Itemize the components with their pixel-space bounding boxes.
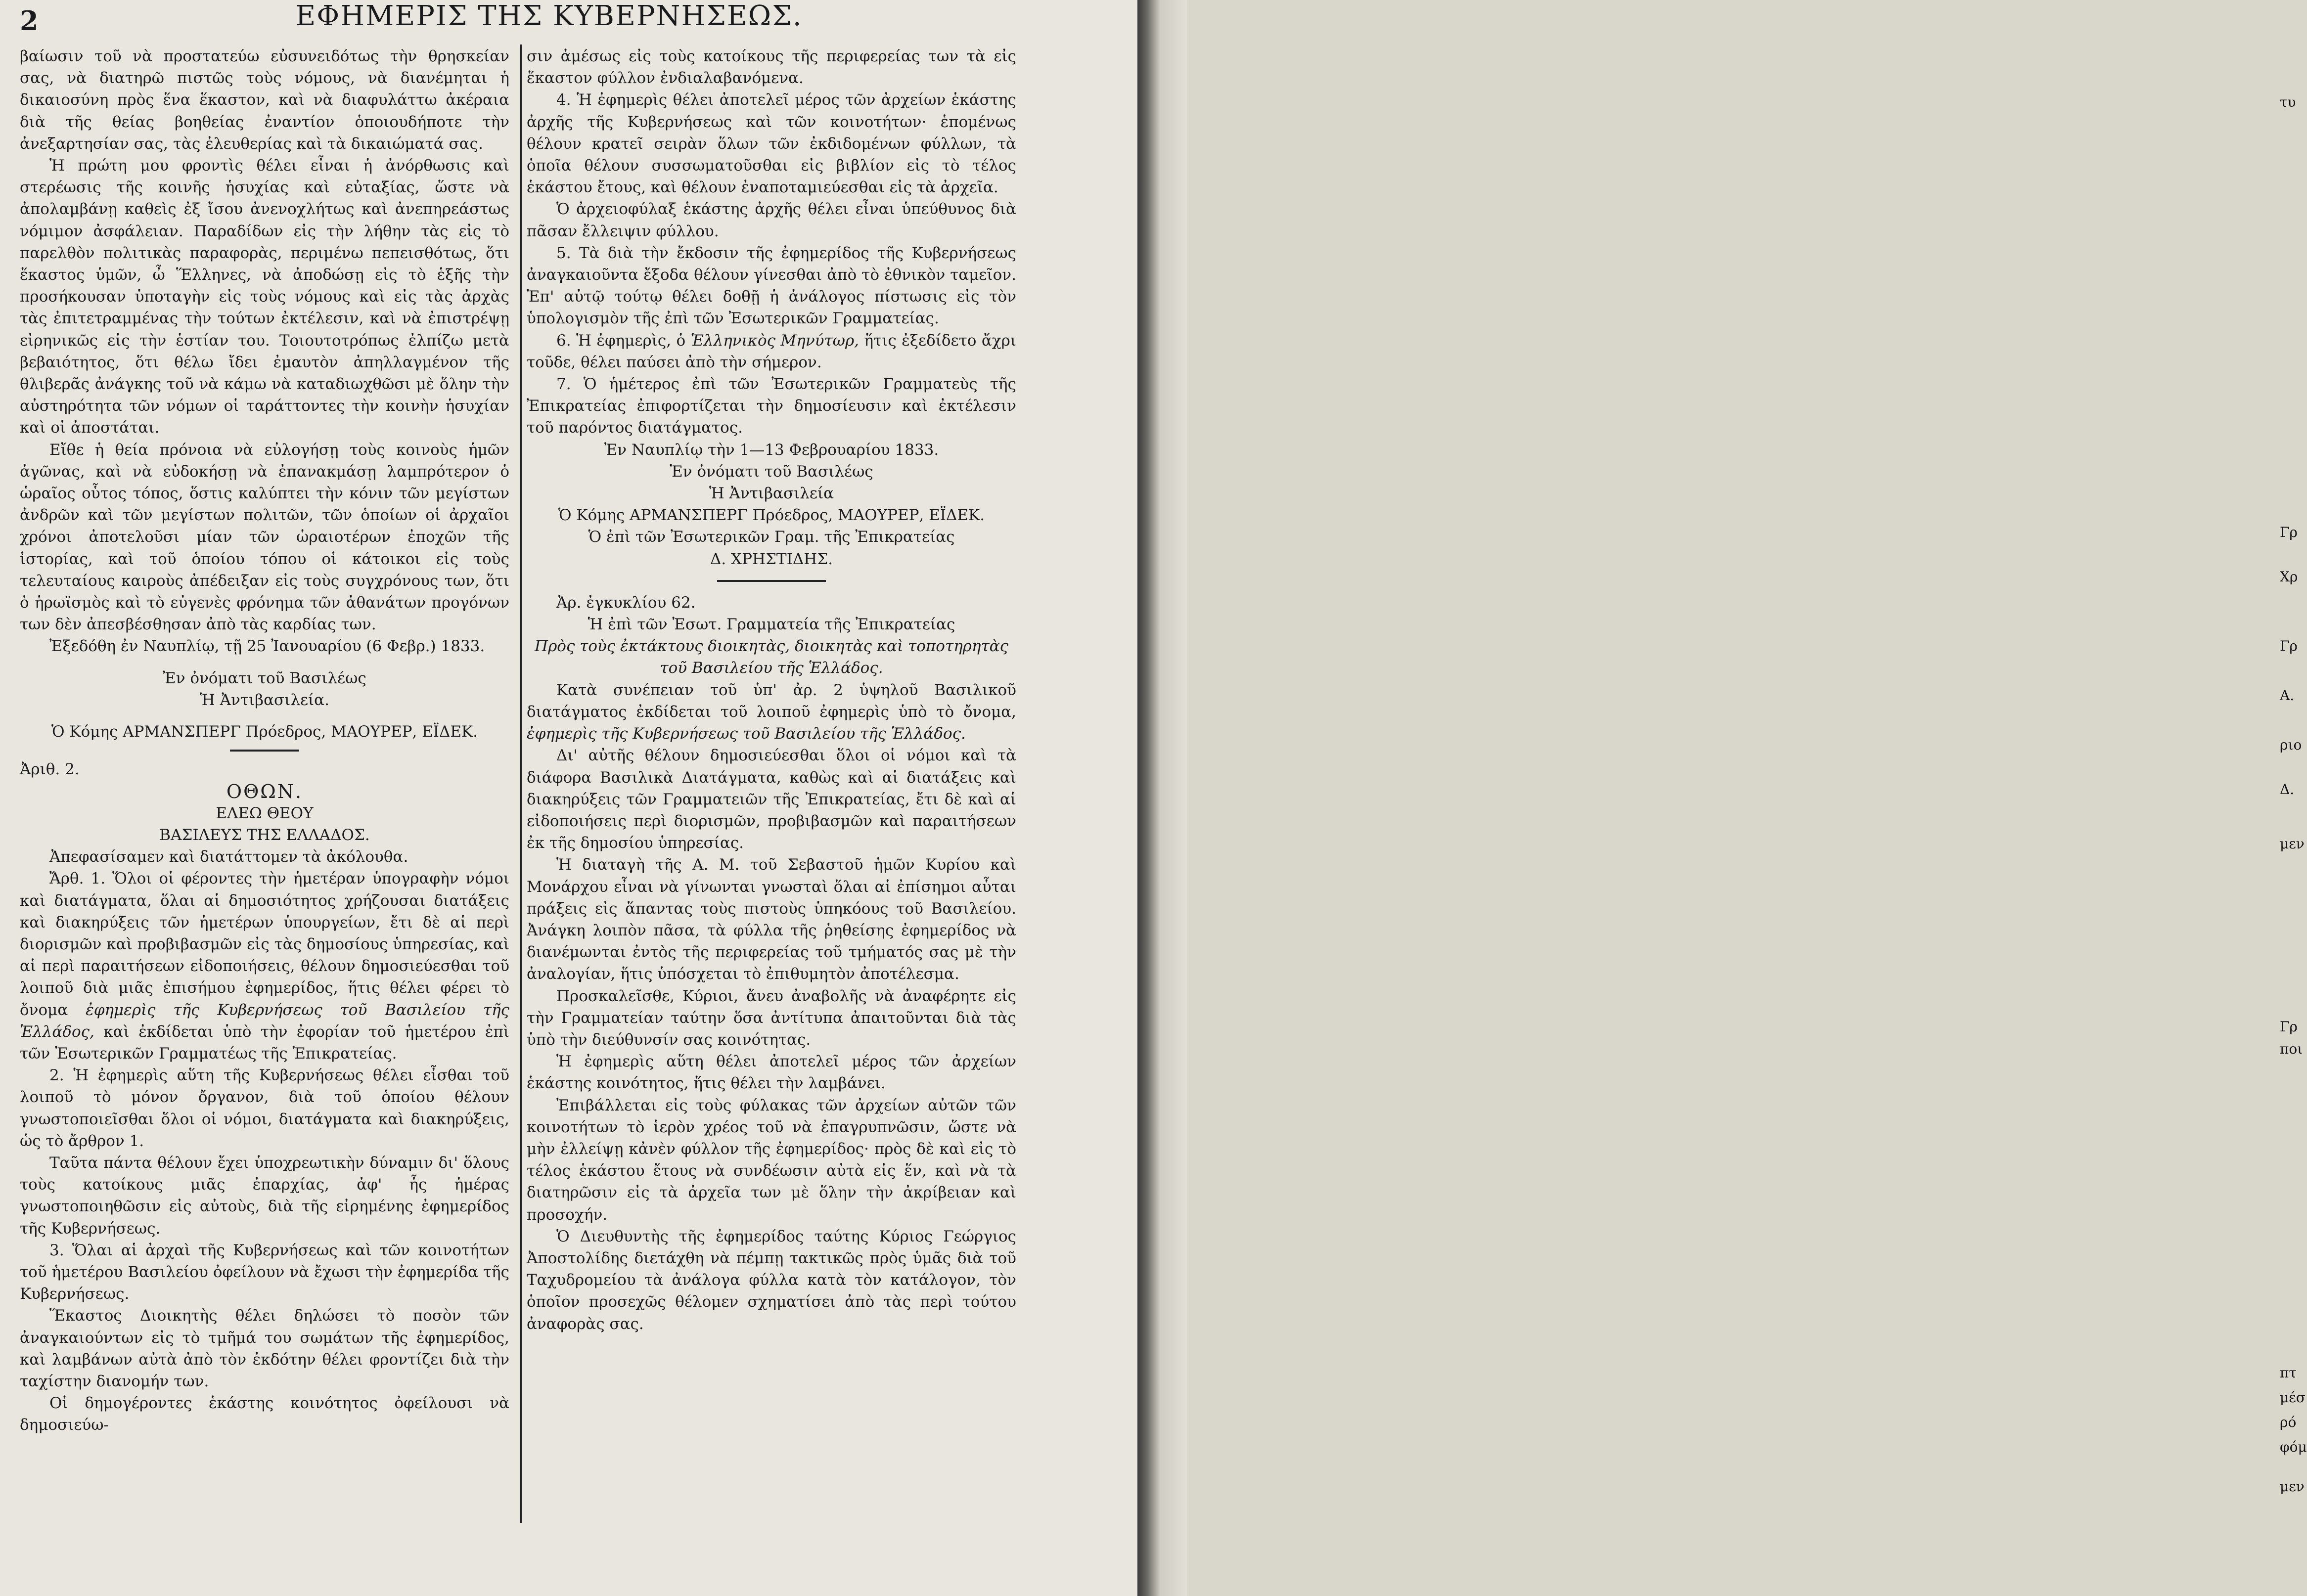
- edge-fragment: ριο: [2280, 737, 2302, 753]
- paragraph: Ἡ πρώτη μου φροντὶς θέλει εἶναι ἡ ἀνόρθωσις καὶ στερέωσις τῆς κοινῆς ἡσυχίας καὶ εὐταξίας, ὥστε νὰ ἀπολαμβάνῃ καθεὶς ἐξ ἴσου ἀνενοχλήτως καὶ ἀνεπηρεάστως νόμιμον ἀσφάλειαν. Παραδίδων εἰς τὴν λήθην τὰς εἰς τὸ παρελθὸν πολιτικὰς παραφορὰς, περιμένω πεπεισθότως, ὅτι ἕκαστος ὑμῶν, ὦ Ἕλληνες, νὰ ἀποδώσῃ εἰς τὸ ἑξῆς τὴν προσήκουσαν ὑποταγὴν εἰς τοὺς νόμους καὶ εἰς τὰς ἀρχὰς τὰς ἐπιτετραμμένας τὴν τούτων ἐκτέλεσιν, καὶ νὰ ἐπιστρέψῃ εἰρηνικῶς εἰς τὴν ἑστίαν του. Τοιουτοτρόπως ἐλπίζω μετὰ βεβαιότητος, ὅτι θέλω ἴδει ἐμαυτὸν ἀπηλλαγμένον τῆς θλιβερᾶς ἀνάγκης τοῦ νὰ κάμω νὰ καταδιωχθῶσι μὲ ὅλην τὴν αὐστηρότητα τῶν νόμων οἱ ταράττοντες τὴν κοινὴν ἡσυχίαν καὶ οἱ ἀποστάται.: [20, 157, 509, 437]
- article-6: 6. Ἡ ἐφημερὶς, ὁ Ἑλληνικὸς Μηνύτωρ, ἥτις ἐξεδίδετο ἄχρι τοῦδε, θέλει παύσει ἀπὸ τὴν σήμερον.: [527, 331, 1016, 371]
- paragraph: Προσκαλεῖσθε, Κύριοι, ἄνευ ἀναβολῆς νὰ ἀναφέρητε εἰς τὴν Γραμματείαν ταύτην ὅσα ἀντίτυπα ἀπαιτοῦνται διὰ τὰς ὑπὸ τὴν διεύθυνσίν σας κοινότητας.: [527, 987, 1016, 1049]
- page-number: 2: [20, 5, 39, 37]
- left-column: [20, 45, 509, 1436]
- article-7: 7. Ὁ ἡμέτερος ἐπὶ τῶν Ἐσωτερικῶν Γραμματεὺς τῆς Ἐπικρατείας ἐπιφορτίζεται τὴν δημοσίευσιν καὶ ἐκτέλεσιν τοῦ παρόντος διατάγματος.: [527, 375, 1016, 437]
- edge-fragment: Χρ: [2280, 569, 2298, 585]
- separator-rule: [717, 580, 826, 582]
- decree-number: Ἀριθ. 2.: [20, 760, 80, 779]
- edge-fragment: Γρ: [2280, 1019, 2298, 1035]
- separator-rule: [230, 750, 299, 752]
- edge-fragment: πτ: [2280, 1365, 2297, 1381]
- signers: Ὁ Κόμης ΑΡΜΑΝΣΠΕΡΓ Πρόεδρος, ΜΑΟΥΡΕΡ, ΕΪΔΕΚ.: [51, 723, 478, 741]
- edge-fragment: Α.: [2280, 687, 2295, 704]
- decree-title: ΟΘΩΝ.: [226, 780, 303, 802]
- signers: Ὁ Κόμης ΑΡΜΑΝΣΠΕΡΓ Πρόεδρος, ΜΑΟΥΡΕΡ, ΕΪΔΕΚ.: [558, 506, 985, 525]
- paragraph: βαίωσιν τοῦ νὰ προστατεύω εὐσυνειδότως τὴν θρησκείαν σας, νὰ διατηρῶ πιστῶς τοὺς νόμους, νὰ διανέμηται ἡ δικαιοσύνη πρὸς ἕνα ἕκαστον, καὶ νὰ διαφυλάττω ἀκέραια διὰ τῆς θείας βοηθείας ἐναντίον ὁποιουδήποτε τὴν ἀνεξαρτησίαν σας, τὰς ἐλευθερίας καὶ τὰ δικαιώματά σας.: [20, 47, 509, 153]
- secretary-name: Δ. ΧΡΗΣΤΙΔΗΣ.: [710, 550, 833, 568]
- edge-fragment: μέσ: [2280, 1389, 2306, 1406]
- paragraph: Δι' αὐτῆς θέλουν δημοσιεύεσθαι ὅλοι οἱ νόμοι καὶ τὰ διάφορα Βασιλικὰ Διατάγματα, καθὼς καὶ αἱ διατάξεις καὶ διακηρύξεις τῶν Γραμματειῶν τῆς Ἐπικρατείας, ἔτι δὲ καὶ αἱ εἰδοποιήσεις περὶ διορισμῶν, προβιβασμῶν καὶ παραιτήσεων ἐκ τῆς δημοσίου ὑπηρεσίας.: [527, 747, 1016, 852]
- next-page-edge: [1137, 0, 2307, 1596]
- edge-fragment: μεν: [2280, 1478, 2305, 1495]
- edge-fragment: ρό: [2280, 1414, 2297, 1430]
- newspaper-page: [0, 0, 1137, 1596]
- edge-fragment: Γρ: [2280, 638, 2298, 654]
- paragraph: Εἴθε ἡ θεία πρόνοια νὰ εὐλογήσῃ τοὺς κοινοὺς ἡμῶν ἀγῶνας, καὶ νὰ εὐδοκήσῃ νὰ ἐπανακμάσῃ λαμπρότερον ὁ ὡραῖος οὗτος τόπος, ὅστις καλύπτει τὴν κόνιν τῶν μεγίστων ἀνδρῶν καὶ τῶν μεγίστων πολιτῶν, τῶν ὁποίων οἱ ἀρχαῖοι χρόνοι ἀποτελοῦσι μίαν τῶν ὡραιοτέρων ἐποχῶν τῆς ἱστορίας, καὶ τοῦ ὁποίου τόπου οἱ κάτοικοι εἰς τοὺς τελευταίους καιροὺς ἀπέδειξαν εἰς τοὺς συγχρόνους των, ὅτι ὁ ἡρωϊσμὸς καὶ τὸ εὐγενὲς φρόνημα τῶν ἀθανάτων προγόνων των δὲν ἀπεσβέσθησαν ἀπὸ τὰς καρδίας των.: [20, 441, 509, 634]
- right-column: [527, 45, 1016, 1335]
- paragraph: Ἡ διαταγὴ τῆς Α. Μ. τοῦ Σεβαστοῦ ἡμῶν Κυρίου καὶ Μονάρχου εἶναι νὰ γίνωνται γνωσταὶ ὅλαι αἱ ἐπίσημοι αὗται πράξεις εἰς ἅπαντας τοὺς πιστοὺς ὑπηκόους τοῦ Βασιλείου. Ἀνάγκη λοιπὸν πᾶσα, τὰ φύλλα τῆς ῥηθείσης ἐφημερίδος νὰ διανέμωνται ἐντὸς τῆς περιφερείας τοῦ τμήματός σας μὲ τὴν ἀναλογίαν, ἥτις ὑπόσχεται τὸ ἐπιθυμητὸν ἀποτέλεσμα.: [527, 856, 1016, 983]
- regency-label: Ἡ Ἀντιβασιλεία: [709, 485, 834, 503]
- edge-fragment: φόμ: [2280, 1439, 2307, 1455]
- in-the-name-of-king: Ἐν ὀνόματι τοῦ Βασιλέως: [670, 462, 873, 481]
- paragraph: σιν ἀμέσως εἰς τοὺς κατοίκους τῆς περιφερείας των τὰ εἰς ἕκαστον φύλλον ἐνδιαλαβανόμενα.: [527, 47, 1016, 88]
- edge-fragment: Δ.: [2280, 781, 2295, 798]
- circular-issuer: Ἡ ἐπὶ τῶν Ἐσωτ. Γραμματεία τῆς Ἐπικρατείας: [588, 616, 955, 634]
- paragraph: Ἐπιβάλλεται εἰς τοὺς φύλακας τῶν ἀρχείων αὐτῶν τῶν κοινοτήτων τὸ ἱερὸν χρέος τοῦ νὰ ἐπαγρυπνῶσιν, ὥστε νὰ μὴν ἐλλείψῃ κἀνὲν φύλλον τῆς ἐφημερίδος· πρὸς δὲ καὶ εἰς τὸ τέλος ἑκάστου ἔτους νὰ συνδέωσιν αὐτὰ εἰς ἕν, καὶ νὰ τὰ διατηρῶσιν εἰς τὰ ἀρχεῖα των μὲ ὅλην τὴν ἀκρίβειαν καὶ προσοχήν.: [527, 1096, 1016, 1224]
- paragraph: Οἱ δημογέροντες ἑκάστης κοινότητος ὀφείλουσι νὰ δημοσιεύω-: [20, 1394, 509, 1434]
- paragraph: Ἡ ἐφημερὶς αὕτη θέλει ἀποτελεῖ μέρος τῶν ἀρχείων ἑκάστης κοινότητος, ἥτις θέλει τὴν λαμβάνει.: [527, 1053, 1016, 1093]
- by-grace-of-god: ΕΛΕΩ ΘΕΟΥ: [216, 804, 314, 822]
- regency-label: Ἡ Ἀντιβασιλεία.: [200, 691, 329, 709]
- page-header: [0, 0, 1137, 40]
- article-1: Ἄρθ. 1. Ὅλοι οἱ φέροντες τὴν ἡμετέραν ὑπογραφὴν νόμοι καὶ διατάγματα, ὅλαι αἱ δημοσιότητος χρήζουσαι διατάξεις καὶ διακηρύξεις τῶν ἡμετέρων ὑπουργείων, ἔτι δὲ αἱ περὶ διορισμῶν καὶ προβιβασμῶν εἰς τὰς δημοσίους ὑπηρεσίας, καὶ αἱ περὶ παραιτήσεων εἰδοποιήσεις, θέλουν δημοσιεύεσθαι τοῦ λοιποῦ διὰ μιᾶς ἐπισήμου ἐφημερίδος, ἥτις θέλει φέρει τὸ ὄνομα ἐφημερὶς τῆς Κυβερνήσεως τοῦ Βασιλείου τῆς Ἑλλάδος, καὶ ἐκδίδεται ὑπὸ τὴν ἐφορίαν τοῦ ἡμετέρου ἐπὶ τῶν Ἐσωτερικῶν Γραμματέως τῆς Ἐπικρατείας.: [20, 870, 509, 1063]
- decree-date: Ἐν Ναυπλίῳ τὴν 1—13 Φεβρουαρίου 1833.: [604, 441, 939, 459]
- issue-date: Ἐξεδόθη ἐν Ναυπλίῳ, τῇ 25 Ἰανουαρίου (6 Φεβρ.) 1833.: [49, 637, 485, 656]
- paragraph: Κατὰ συνέπειαν τοῦ ὑπ' ἀρ. 2 ὑψηλοῦ Βασιλικοῦ διατάγματος ἐκδίδεται τοῦ λοιποῦ ἐφημερὶς ὑπὸ τὸ ὄνομα, ἐφημερὶς τῆς Κυβερνήσεως τοῦ Βασιλείου τῆς Ἑλλάδος.: [527, 681, 1016, 743]
- circular-addressees: Πρὸς τοὺς ἐκτάκτους διοικητὰς, διοικητὰς καὶ τοποτηρητὰς τοῦ Βασιλείου τῆς Ἑλλάδος.: [535, 637, 1008, 677]
- article-2: 2. Ἡ ἐφημερὶς αὕτη τῆς Κυβερνήσεως θέλει εἶσθαι τοῦ λοιποῦ τὸ μόνον ὄργανον, διὰ τοῦ ὁποίου θέλουν γνωστοποιεῖσθαι ὅλοι οἱ νόμοι, διατάγματα καὶ διακηρύξεις, ὡς τὸ ἄρθρον 1.: [20, 1066, 509, 1150]
- edge-fragment: τυ: [2280, 94, 2296, 110]
- edge-fragment: μεν: [2280, 836, 2305, 852]
- secretary-title: Ὁ ἐπὶ τῶν Ἐσωτερικῶν Γραμ. τῆς Ἐπικρατείας: [588, 528, 955, 546]
- masthead-title: ΕΦΗΜΕΡΙΣ ΤΗΣ ΚΥΒΕΡΝΗΣΕΩΣ.: [295, 0, 803, 32]
- article-3: 3. Ὅλαι αἱ ἀρχαὶ τῆς Κυβερνήσεως καὶ τῶν κοινοτήτων τοῦ ἡμετέρου Βασιλείου ὀφείλουν νὰ ἔχωσι τὴν ἐφημερίδα τῆς Κυβερνήσεως.: [20, 1241, 509, 1303]
- edge-fragment: Γρ: [2280, 524, 2298, 540]
- king-of-greece: ΒΑΣΙΛΕΥΣ ΤΗΣ ΕΛΛΑΔΟΣ.: [159, 826, 370, 844]
- circular-number: Ἀρ. ἐγκυκλίου 62.: [556, 593, 696, 612]
- paragraph: Ὁ ἀρχειοφύλαξ ἑκάστης ἀρχῆς θέλει εἶναι ὑπεύθυνος διὰ πᾶσαν ἔλλειψιν φύλλου.: [527, 200, 1016, 240]
- paragraph: Ταῦτα πάντα θέλουν ἔχει ὑποχρεωτικὴν δύναμιν δι' ὅλους τοὺς κατοίκους μιᾶς ἐπαρχίας, ἀφ' ἧς ἡμέρας γνωστοποιηθῶσιν εἰς αὐτοὺς, διὰ τῆς εἰρημένης ἐφημερίδος τῆς Κυβερνήσεως.: [20, 1153, 509, 1238]
- article-5: 5. Τὰ διὰ τὴν ἔκδοσιν τῆς ἐφημερίδος τῆς Κυβερνήσεως ἀναγκαιοῦντα ἔξοδα θέλουν γίνεσθαι ἀπὸ τὸ ἐθνικὸν ταμεῖον. Ἐπ' αὐτῷ τούτῳ θέλει δοθῇ ἡ ἀνάλογος πίστωσις εἰς τὸν ὑπολογισμὸν τῆς ἐπὶ τῶν Ἐσωτερικῶν Γραμματείας.: [527, 244, 1016, 328]
- article-4: 4. Ἡ ἐφημερὶς θέλει ἀποτελεῖ μέρος τῶν ἀρχείων ἑκάστης ἀρχῆς τῆς Κυβερνήσεως καὶ τῶν κοινοτήτων· ἑπομένως θέλουν κρατεῖ σειρὰν ὅλων τῶν ἐκδιδομένων φύλλων, τὰ ὁποῖα θέλουν συσσωματοῦσθαι εἰς βιβλίον εἰς τὸ τέλος ἑκάστου ἔτους, καὶ θέλουν ἐναποταμιεύεσθαι εἰς τὰ ἀρχεῖα.: [527, 91, 1016, 197]
- decree-intro: Ἀπεφασίσαμεν καὶ διατάττομεν τὰ ἀκόλουθα.: [49, 848, 408, 866]
- paragraph: Ἕκαστος Διοικητὴς θέλει δηλώσει τὸ ποσὸν τῶν ἀναγκαιούντων εἰς τὸ τμῆμά του σωμάτων τῆς ἐφημερίδος, καὶ λαμβάνων αὐτὰ ἀπὸ τὸν ἐκδότην θέλει φροντίζει διὰ τὴν ταχίστην διανομήν των.: [20, 1307, 509, 1390]
- column-divider: [520, 44, 522, 1523]
- in-the-name-of-king: Ἐν ὀνόματι τοῦ Βασιλέως: [163, 669, 366, 687]
- edge-fragment: ποι: [2280, 1041, 2303, 1057]
- paragraph: Ὁ Διευθυντὴς τῆς ἐφημερίδος ταύτης Κύριος Γεώργιος Ἀποστολίδης διετάχθη νὰ πέμπῃ τακτικῶς πρὸς ὑμᾶς διὰ τοῦ Ταχυδρομείου τὰ ἀνάλογα φύλλα κατὰ τὸν κατάλογον, τὸν ὁποῖον προσεχῶς θέλομεν σχηματίσει ἀπὸ τὰς περὶ τούτου ἀναφορὰς σας.: [527, 1227, 1016, 1333]
